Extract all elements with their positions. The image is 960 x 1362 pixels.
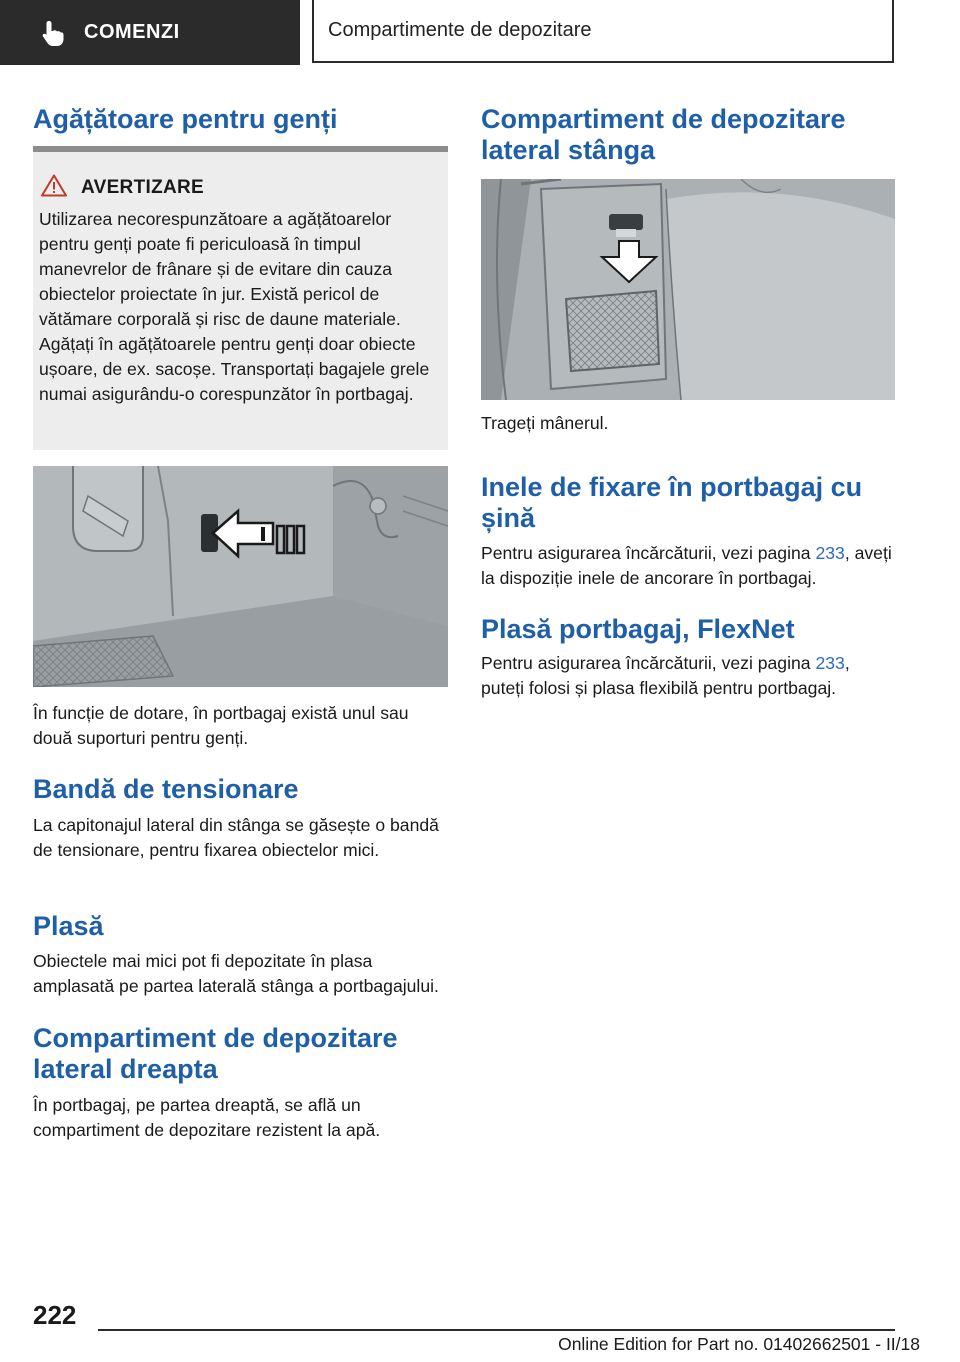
lashing-rings-text (481, 541, 895, 591)
edition-footer: Online Edition for Part no. 01402662501 - II/18 (558, 1334, 920, 1354)
lashing-rings-text-start: Pentru asigurarea încărcăturii, vezi pagina (481, 543, 816, 563)
chapter-tab[interactable] (0, 0, 300, 65)
page-link-233[interactable]: 233 (815, 543, 845, 563)
warning-text: Utilizarea necorespunzătoare a agățătoarelor pentru genți poate fi periculoasă în timpul manevrelor de frânare și de evitare din cauza obiectelor proiectate în jur. Există pericol de vătămare corporală și risc de daune materiale. Agățați în agățătoarele pentru genți doar obiecte ușoare, de ex. sacoșe. Transportați bagajele grele numai asigurându-o corespunzător în portbagaj. (39, 209, 430, 404)
heading-flexnet: Plasă portbagaj, FlexNet (481, 614, 795, 644)
page-header-title (312, 0, 894, 63)
left-compartment-caption: Trageți mânerul. (481, 413, 609, 433)
heading-right-compartment: Compartiment de depozitare lateral dreapta (33, 1023, 398, 1084)
warning-label: AVERTIZARE (81, 177, 204, 198)
heading-net: Plasă (33, 911, 104, 941)
page-number: 222 (33, 1300, 77, 1330)
photo-bag-hook (33, 466, 448, 687)
heading-tension-strap: Bandă de tensionare (33, 774, 299, 804)
warning-header (41, 174, 204, 202)
flexnet-text-start: Pentru asigurarea încărcăturii, vezi pagina (481, 653, 816, 673)
warning-triangle-icon (41, 174, 67, 202)
warning-box (33, 146, 448, 450)
net-text: Obiectele mai mici pot fi depozitate în plasa amplasată pe partea laterală stânga a portbagajului. (33, 951, 439, 996)
flexnet-text-end: , puteți folosi și plasa flexibilă pentru portbagaj. (481, 653, 850, 698)
heading-lashing-rings: Inele de fixare în portbagaj cu șină (481, 472, 863, 533)
right-compartment-text: În portbagaj, pe partea dreaptă, se află un compartiment de depozitare rezistent la apă. (33, 1095, 381, 1140)
photo-left-compartment (481, 179, 895, 400)
heading-left-compartment: Compartiment de depozitare lateral stânga (481, 104, 846, 165)
chapter-tab-label: COMENZI (84, 21, 180, 43)
page-link-233-flexnet[interactable]: 233 (815, 653, 845, 673)
hand-pointer-icon (40, 19, 66, 47)
bag-hooks-caption: În funcție de dotare, în portbagaj există unul sau două suporturi pentru genți. (33, 703, 409, 748)
tension-strap-text: La capitonajul lateral din stânga se găsește o bandă de tensionare, pentru fixarea obiectelor mici. (33, 815, 439, 860)
flexnet-text (481, 651, 895, 701)
heading-bag-hooks: Agățătoare pentru genți (33, 104, 338, 134)
lashing-rings-text-end: , aveți la dispoziție inele de ancorare în portbagaj. (481, 543, 892, 588)
footer-divider (98, 1329, 895, 1331)
section-title: Compartimente de depozitare (328, 19, 592, 41)
